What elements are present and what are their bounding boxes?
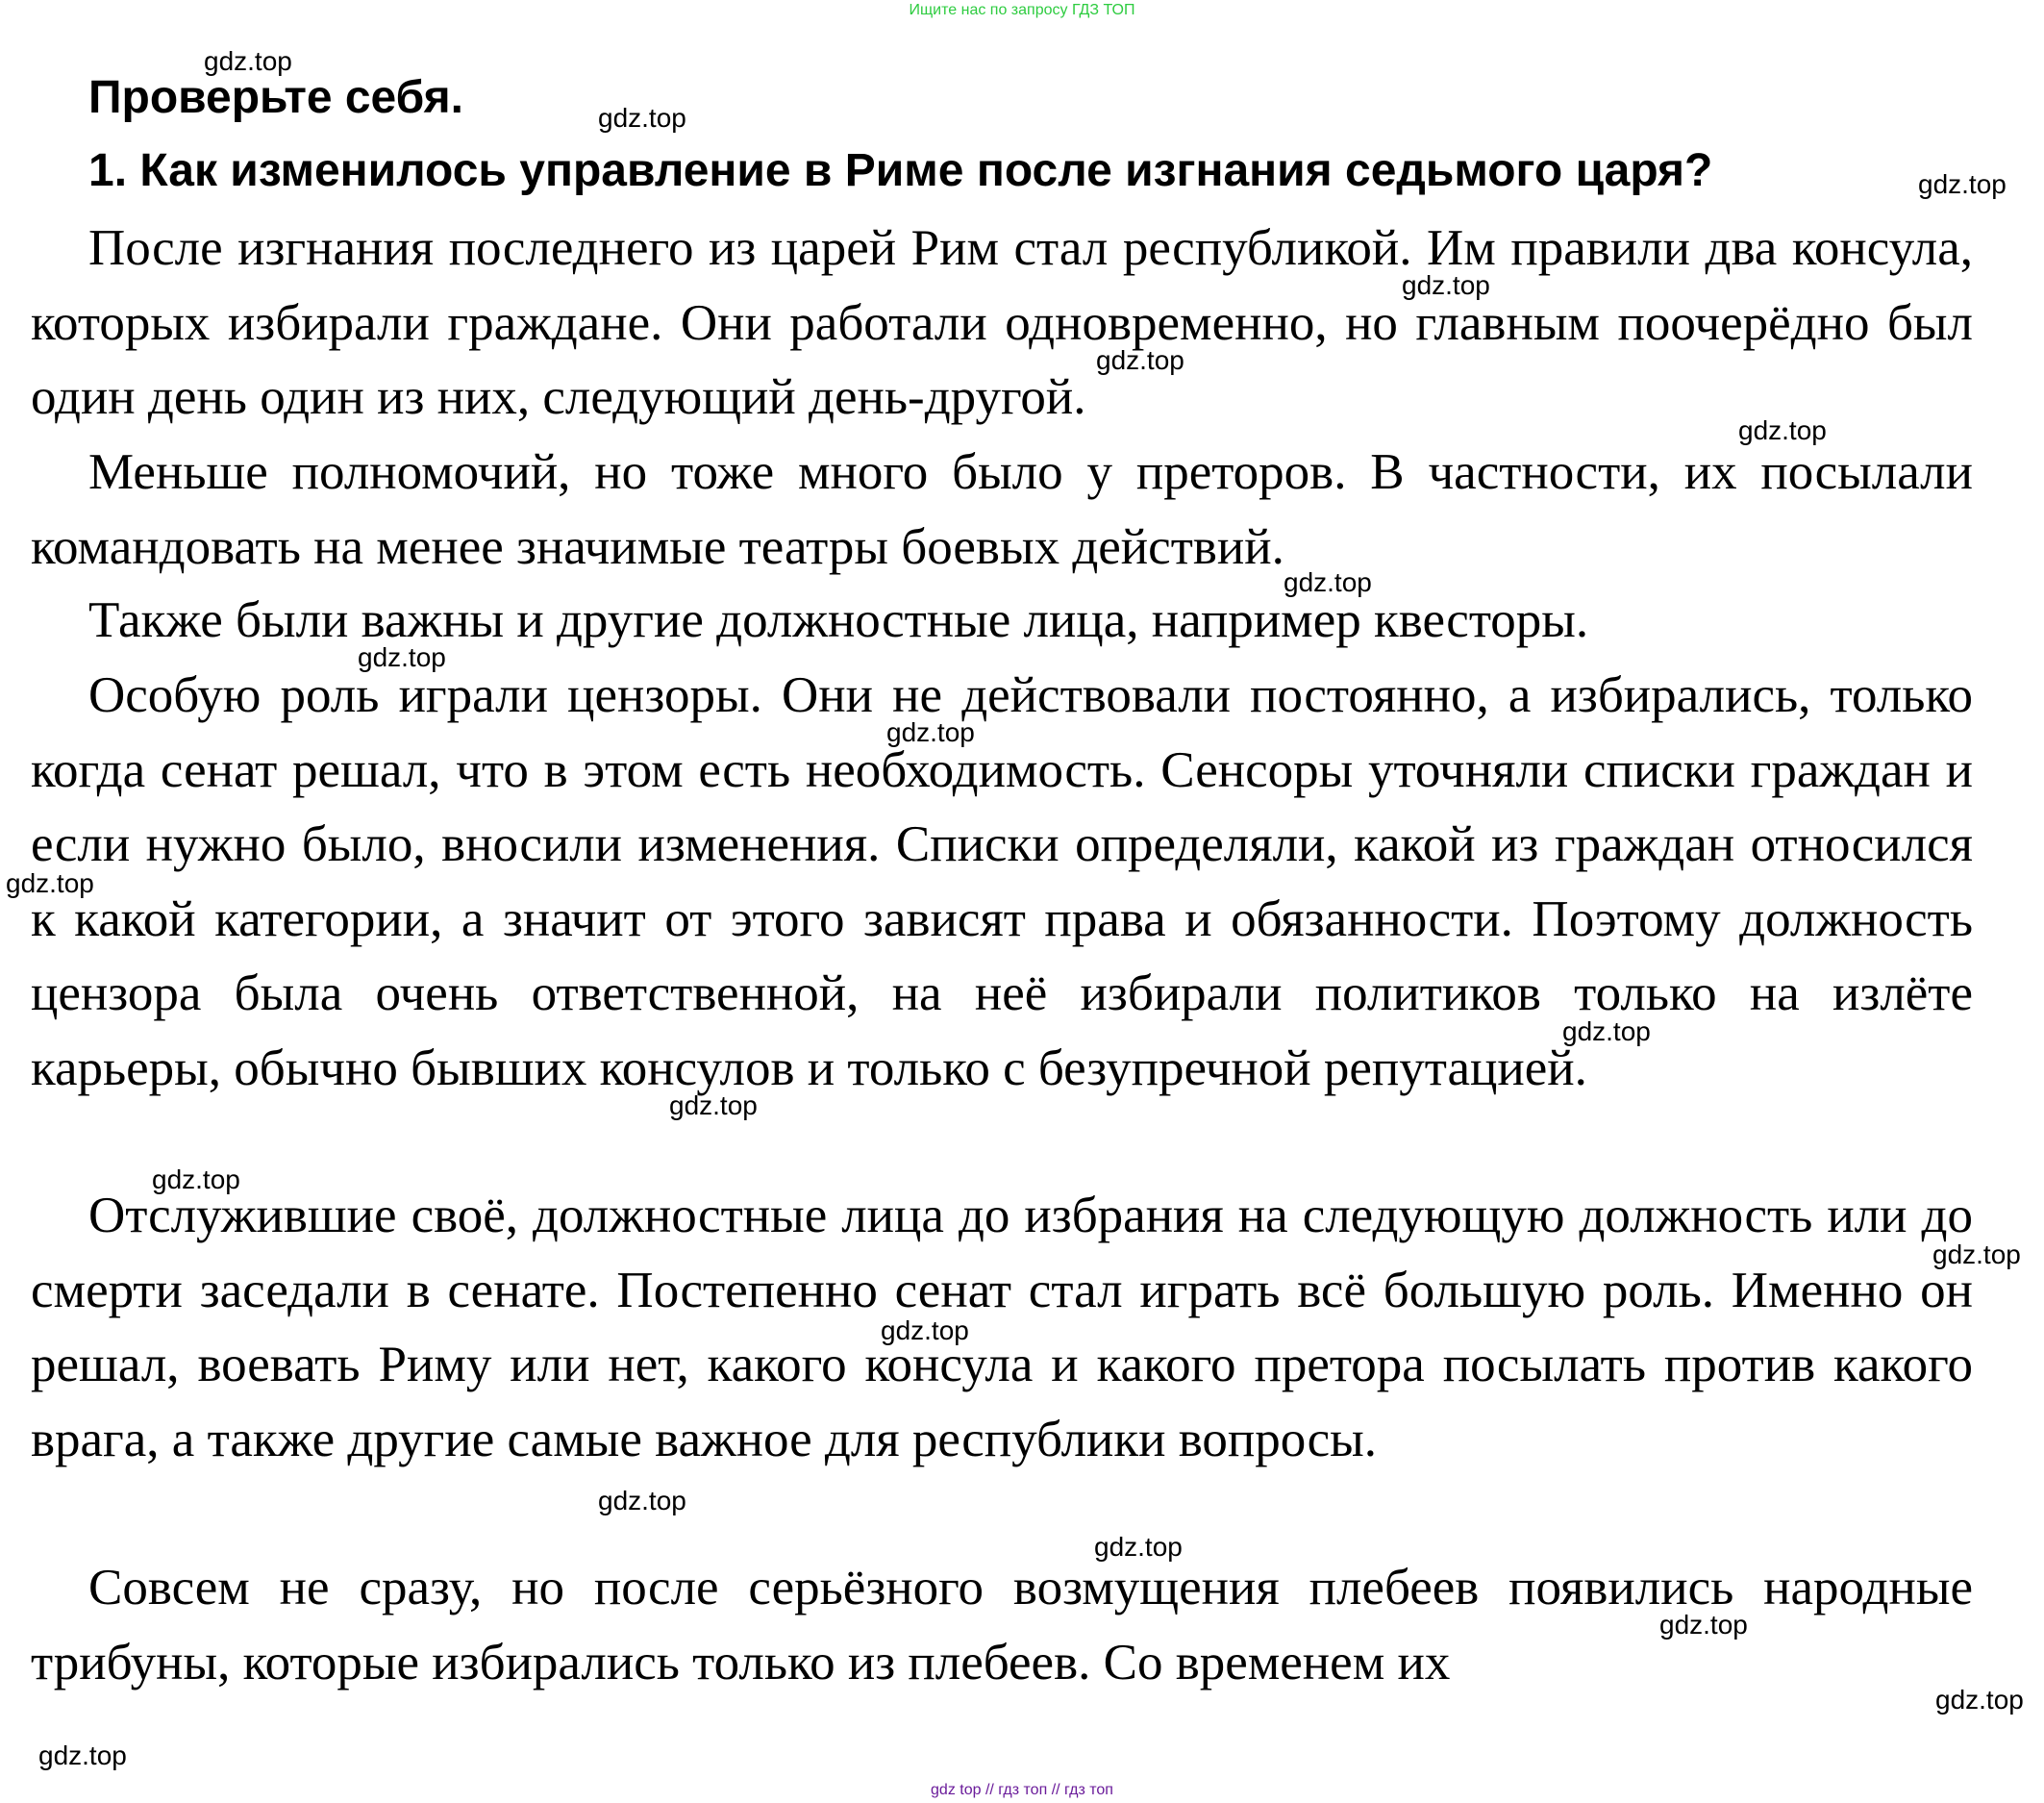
watermark: gdz.top [1935, 1685, 2024, 1715]
watermark: gdz.top [1932, 1240, 2021, 1269]
watermark: gdz.top [152, 1164, 240, 1194]
watermark: gdz.top [881, 1315, 969, 1345]
watermark: gdz.top [598, 1486, 686, 1515]
watermark: gdz.top [1918, 169, 2007, 199]
watermark: gdz.top [669, 1090, 758, 1120]
watermark: gdz.top [1562, 1016, 1651, 1046]
answer-paragraph: Также были важны и другие должностные лица, например квесторы. [88, 592, 1589, 648]
watermark: gdz.top [1094, 1532, 1183, 1562]
section-title: Проверьте себя. [88, 72, 463, 123]
watermark: gdz.top [358, 642, 446, 672]
answer-paragraph: Особую роль играли цензоры. Они не действовали постоянно, а избирались, только когда сенат решал, что в этом есть необходимость. Сенсоры уточняли списки граждан и если нужно было, вносили изменения. Списки определяли, какой из граждан относился к какой категории, а значит от этого зависят права и обязанности. Поэтому должность цензора была очень ответственной, на неё избирали политиков только на излёте карьеры, обычно бывших консулов и только с безупречной репутацией. [31, 667, 1973, 1096]
watermark: gdz.top [38, 1740, 127, 1770]
answer-paragraph: После изгнания последнего из царей Рим стал республикой. Им правили два консула, которых избирали граждане. Они работали одновременно, но главным поочерёдно был один день один из них, следующий день-другой. [31, 220, 1973, 425]
footer-links: gdz top // гдз топ // гдз топ [931, 1782, 1113, 1798]
watermark: gdz.top [6, 868, 94, 898]
watermark: gdz.top [1402, 270, 1490, 300]
watermark: gdz.top [886, 717, 975, 747]
watermark: gdz.top [1659, 1610, 1748, 1640]
top-banner: Ищите нас по запросу ГДЗ ТОП [909, 2, 1135, 18]
watermark: gdz.top [1738, 415, 1827, 445]
watermark: gdz.top [1284, 567, 1372, 597]
question-heading: 1. Как изменилось управление в Риме после изгнания седьмого царя? [88, 145, 1713, 196]
answer-paragraph: Меньше полномочий, но тоже много было у преторов. В частности, их посылали командовать на менее значимые театры боевых действий. [31, 444, 1973, 575]
answer-paragraph: Отслужившие своё, должностные лица до избрания на следующую должность или до смерти заседали в сенате. Постепенно сенат стал играть всё большую роль. Именно он решал, воевать Риму или нет, какого консула и какого претора посылать против какого врага, а также другие самые важное для республики вопросы. [31, 1188, 1973, 1467]
watermark: gdz.top [1096, 345, 1184, 375]
answer-paragraph: Совсем не сразу, но после серьёзного возмущения плебеев появились народные трибуны, которые избирались только из плебеев. Со временем их [31, 1560, 1973, 1690]
watermark: gdz.top [204, 46, 292, 76]
watermark: gdz.top [598, 103, 686, 133]
